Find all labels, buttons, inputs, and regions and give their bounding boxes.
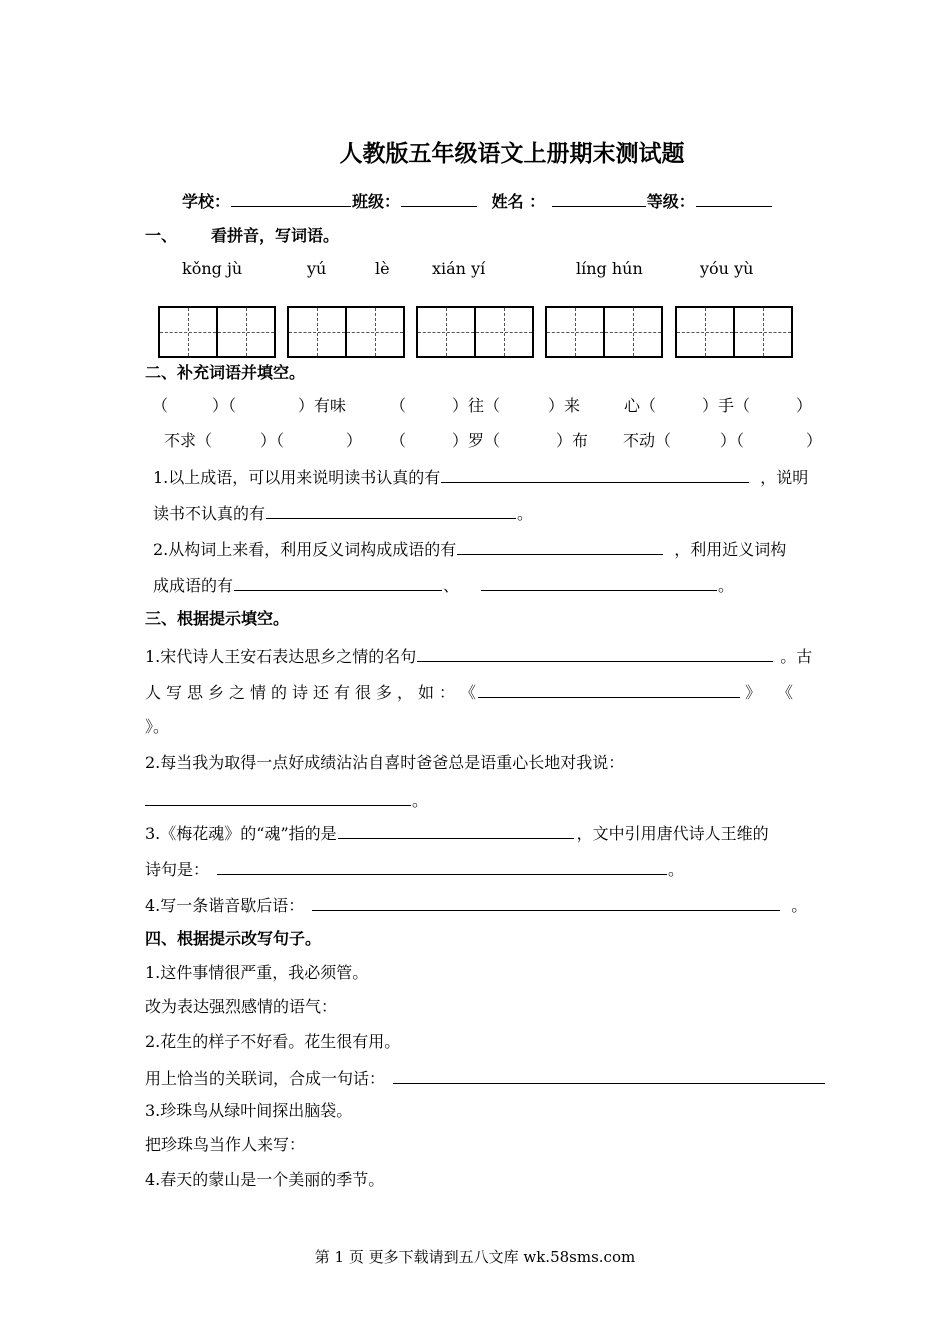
s2-q2-line1 <box>153 538 786 560</box>
grid-cell[interactable] <box>287 306 347 358</box>
idiom-row-2-d: （ <box>390 431 407 450</box>
s2-q2-blank-3[interactable] <box>481 574 717 591</box>
s4-line-6: 把珍珠鸟当作人来写： <box>145 1135 306 1154</box>
section2-heading: 二、补充词语并填空。 <box>145 363 306 382</box>
s2-q1-text-d: 。 <box>517 504 534 523</box>
section4-heading: 四、根据提示改写句子。 <box>145 929 322 948</box>
idiom-row-2-a: 不求（ <box>164 431 213 450</box>
idiom-row-2-f: ）布 <box>556 431 589 450</box>
idiom-row-1-g: 心（ <box>624 396 657 415</box>
section3-heading: 三、根据提示填空。 <box>145 609 290 628</box>
grid-cell[interactable] <box>733 306 793 358</box>
s3-q1-char: ： <box>439 683 456 702</box>
school-label: 学校： <box>182 192 231 211</box>
s3-q4-text-a: 4.写一条谐音歇后语： <box>145 896 305 915</box>
s3-q1-text-d: 》 <box>745 683 762 702</box>
s3-q1-char: 如 <box>418 683 435 702</box>
grid-cell[interactable] <box>158 306 218 358</box>
s2-q2-text-c: 成成语的有 <box>153 576 234 595</box>
writing-grid-5[interactable] <box>675 306 793 356</box>
writing-grid-2[interactable] <box>287 306 405 356</box>
idiom-row-1-i: ） <box>796 396 813 415</box>
s3-q3-text-b: ，文中引用唐代诗人王维的 <box>576 824 769 843</box>
writing-grid-4[interactable] <box>545 306 663 356</box>
s3-q1-char: 情 <box>250 683 267 702</box>
s4-line-3: 2.花生的样子不好看。花生很有用。 <box>145 1032 401 1051</box>
name-label: 姓名 ： <box>491 192 546 211</box>
s3-q4-text-b: 。 <box>791 896 808 915</box>
s3-q3-text-a: 3.《梅花魂》的“魂”指的是 <box>145 824 337 843</box>
s3-q1-char: 《 <box>460 683 477 702</box>
pinyin-1: kǒng jù <box>182 259 243 278</box>
s3-q4-blank[interactable] <box>312 894 780 911</box>
s2-q2-text-a: 2.从构词上来看，利用反义词构成成语的有 <box>153 540 457 559</box>
s3-q1-char: 有 <box>334 683 351 702</box>
s3-q1-line1 <box>145 645 812 667</box>
s2-q2-text-b: ，利用近义词构 <box>674 540 787 559</box>
grade-field[interactable] <box>696 190 772 207</box>
s3-q1-text-a: 1.宋代诗人王安石表达思乡之情的名句 <box>145 647 417 666</box>
s3-q3-text-c: 诗句是： <box>145 860 210 879</box>
s3-q2-blank[interactable] <box>145 789 411 806</box>
idiom-row-1-b: ）（ <box>212 396 237 415</box>
idiom-row-1-a: （ <box>152 396 169 415</box>
pinyin-5: líng hún <box>576 259 643 278</box>
s2-q1-blank-2[interactable] <box>266 502 516 519</box>
grid-cell[interactable] <box>675 306 735 358</box>
grid-cell[interactable] <box>345 306 405 358</box>
s3-q1-char: 思 <box>187 683 204 702</box>
s3-q3-blank-2[interactable] <box>217 858 667 875</box>
writing-grid-1[interactable] <box>158 306 276 356</box>
s2-q2-text-d: 、 <box>443 576 460 595</box>
s2-q1-line1 <box>153 466 808 488</box>
s3-q1-char: 多 <box>376 683 393 702</box>
s3-q1-text-f: 》。 <box>145 717 170 736</box>
s2-q2-blank-2[interactable] <box>234 574 442 591</box>
s3-q1-blank-2[interactable] <box>478 681 740 698</box>
s3-q3-line1 <box>145 822 769 844</box>
idiom-row-2-g: 不动（ <box>623 431 672 450</box>
grid-cell[interactable] <box>603 306 663 358</box>
s4-line-1: 1.这件事情很严重，我必须管。 <box>145 963 369 982</box>
s2-q2-text-e: 。 <box>718 576 735 595</box>
s3-q2-line2 <box>145 789 428 811</box>
s3-q1-text-b: 。古 <box>780 647 813 666</box>
pinyin-4: xián yí <box>432 259 486 278</box>
s3-q1-char: ， <box>397 683 414 702</box>
s3-q1-char: 乡 <box>208 683 225 702</box>
grid-cell[interactable] <box>545 306 605 358</box>
idiom-row-2-e: ）罗（ <box>452 431 501 450</box>
s2-q1-text-b: ，说明 <box>760 468 809 487</box>
writing-grid-3[interactable] <box>416 306 534 356</box>
s2-q1-text-a: 1.以上成语，可以用来说明读书认真的有 <box>153 468 441 487</box>
idiom-row-2-c: ） <box>346 431 363 450</box>
s2-q1-blank-1[interactable] <box>441 466 749 483</box>
idiom-row-1-f: ）来 <box>548 396 581 415</box>
s3-q1-char: 很 <box>355 683 372 702</box>
grid-cell[interactable] <box>216 306 276 358</box>
s4-line-4 <box>145 1067 826 1089</box>
s4-line-4-blank[interactable] <box>393 1067 825 1084</box>
s3-q3-blank-1[interactable] <box>338 822 574 839</box>
page-title: 人教版五年级语文上册期末测试题 <box>339 141 685 167</box>
grid-cell[interactable] <box>416 306 476 358</box>
grade-label: 等级： <box>646 192 695 211</box>
s2-q1-line2 <box>153 502 533 524</box>
pinyin-6: yóu yù <box>700 259 754 278</box>
idiom-row-2-i: ） <box>806 431 823 450</box>
school-field[interactable] <box>231 190 351 207</box>
s2-q2-line2 <box>153 574 734 596</box>
section1-heading: 看拼音，写词语。 <box>211 226 340 245</box>
s3-q1-blank-1[interactable] <box>417 645 773 662</box>
s3-q1-line2 <box>145 681 793 703</box>
s4-line-4-text: 用上恰当的关联词，合成一句话： <box>145 1069 386 1088</box>
idiom-row-1-d: （ <box>390 396 407 415</box>
s3-q3-text-d: 。 <box>668 860 685 879</box>
grid-cell[interactable] <box>474 306 534 358</box>
name-field[interactable] <box>552 190 646 207</box>
s3-q1-char: 诗 <box>292 683 309 702</box>
pinyin-2: yú <box>307 259 327 278</box>
s3-q1-char: 还 <box>313 683 330 702</box>
s3-q1-char: 之 <box>229 683 246 702</box>
section1-heading-num: 一、 <box>145 226 178 245</box>
idiom-row-1-e: ）往（ <box>452 396 501 415</box>
s3-q4-line <box>145 894 807 916</box>
pinyin-3: lè <box>375 259 390 278</box>
s4-line-2: 改为表达强烈感情的语气： <box>145 997 338 1016</box>
s3-q1-char: 的 <box>271 683 288 702</box>
s3-q2-text-b: 。 <box>412 791 429 810</box>
header-row <box>182 190 773 212</box>
s3-q3-line2 <box>145 858 684 880</box>
s3-q1-text-e: 《 <box>785 683 794 702</box>
page-footer: 第 1 页 更多下载请到五八文库 wk.58sms.com <box>314 1248 636 1266</box>
idiom-row-1-c: ）有味 <box>298 396 347 415</box>
s3-q2-text-a: 2.每当我为取得一点好成绩沾沾自喜时爸爸总是语重心长地对我说： <box>145 753 625 772</box>
class-label: 班级： <box>352 192 401 211</box>
s2-q1-text-c: 读书不认真的有 <box>153 504 266 523</box>
s4-line-7: 4.春天的蒙山是一个美丽的季节。 <box>145 1170 385 1189</box>
s4-line-5: 3.珍珠鸟从绿叶间探出脑袋。 <box>145 1101 353 1120</box>
idiom-row-1-h: ）手（ <box>702 396 751 415</box>
s3-q1-char: 人 <box>145 683 162 702</box>
idiom-row-2-b: ）（ <box>260 431 285 450</box>
s2-q2-blank-1[interactable] <box>457 538 663 555</box>
s3-q1-char: 写 <box>166 683 183 702</box>
idiom-row-2-h: ）（ <box>720 431 745 450</box>
class-field[interactable] <box>401 190 477 207</box>
